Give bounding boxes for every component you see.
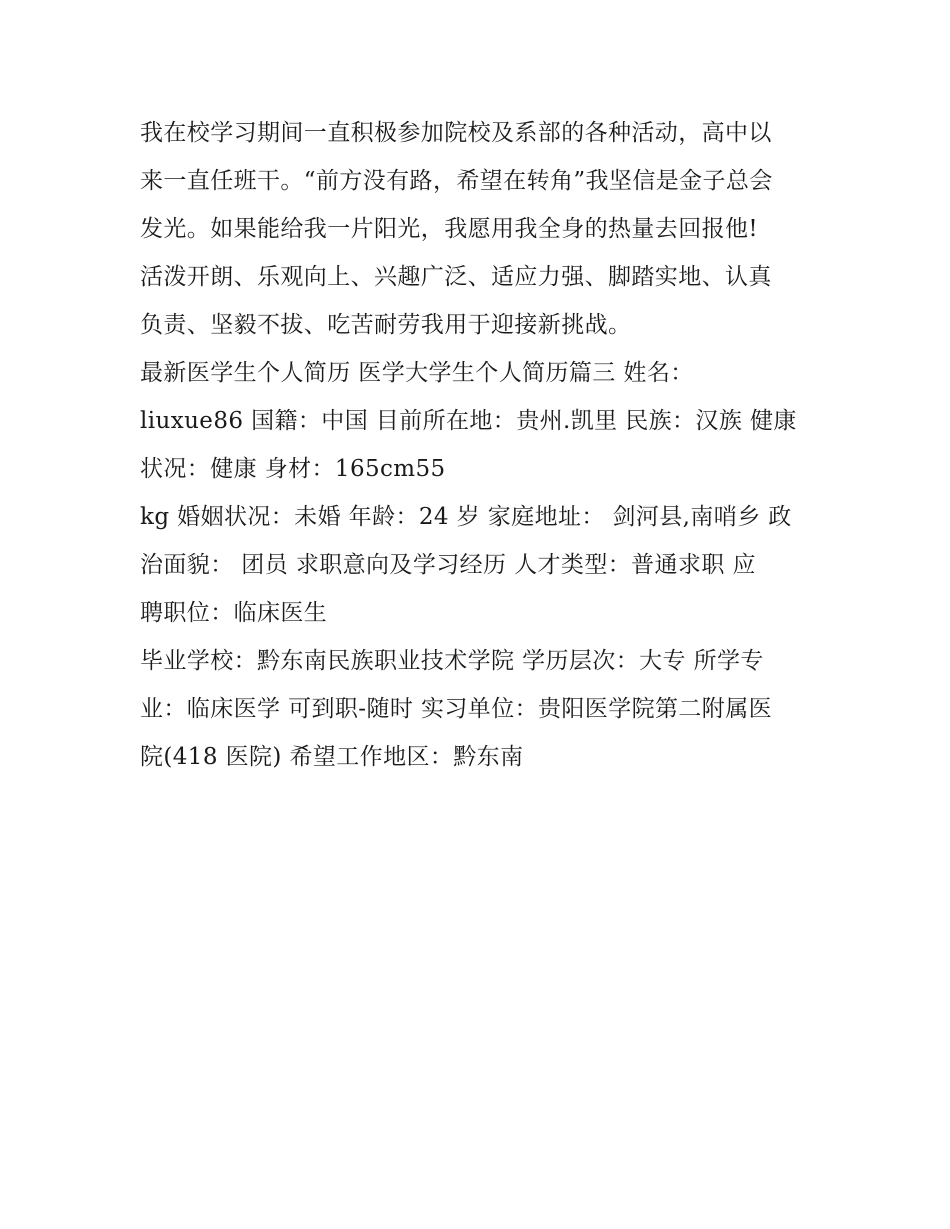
text-line: 毕业学校：黔东南民族职业技术学院 学历层次：大专 所学专 [140, 648, 764, 674]
text-line: kg 婚姻状况：未婚 年龄：24 岁 家庭地址： 剑河县,南哨乡 政 [140, 504, 792, 530]
text-line: 治面貌： 团员 求职意向及学习经历 人才类型：普通求职 应 [140, 552, 756, 578]
text-line: 活泼开朗、乐观向上、兴趣广泛、适应力强、脚踏实地、认真 [140, 264, 772, 290]
paragraph-self-evaluation [140, 109, 820, 349]
text-line: 发光。如果能给我一片阳光，我愿用我全身的热量去回报他! [140, 216, 759, 242]
paragraph-education-info [140, 637, 820, 781]
text-line: 负责、坚毅不拔、吃苦耐劳我用于迎接新挑战。 [140, 312, 632, 338]
paragraph-personal-details [140, 493, 820, 637]
text-line: liuxue86 国籍：中国 目前所在地：贵州.凯里 民族：汉族 健康 [140, 408, 797, 434]
text-line: 我在校学习期间一直积极参加院校及系部的各种活动，高中以 [140, 120, 772, 146]
text-line: 来一直任班干。“前方没有路，希望在转角”我坚信是金子总会 [140, 168, 773, 194]
text-line: 最新医学生个人简历 医学大学生个人简历篇三 姓名： [140, 360, 694, 386]
text-line: 院(418 医院) 希望工作地区：黔东南 [140, 744, 524, 770]
text-line: 聘职位：临床医生 [140, 600, 328, 626]
text-line: 业：临床医学 可到职-随时 实习单位：贵阳医学院第二附属医 [140, 696, 772, 722]
text-line: 状况：健康 身材：165cm55 [140, 456, 446, 482]
document-body [140, 109, 820, 781]
paragraph-personal-info [140, 349, 820, 493]
